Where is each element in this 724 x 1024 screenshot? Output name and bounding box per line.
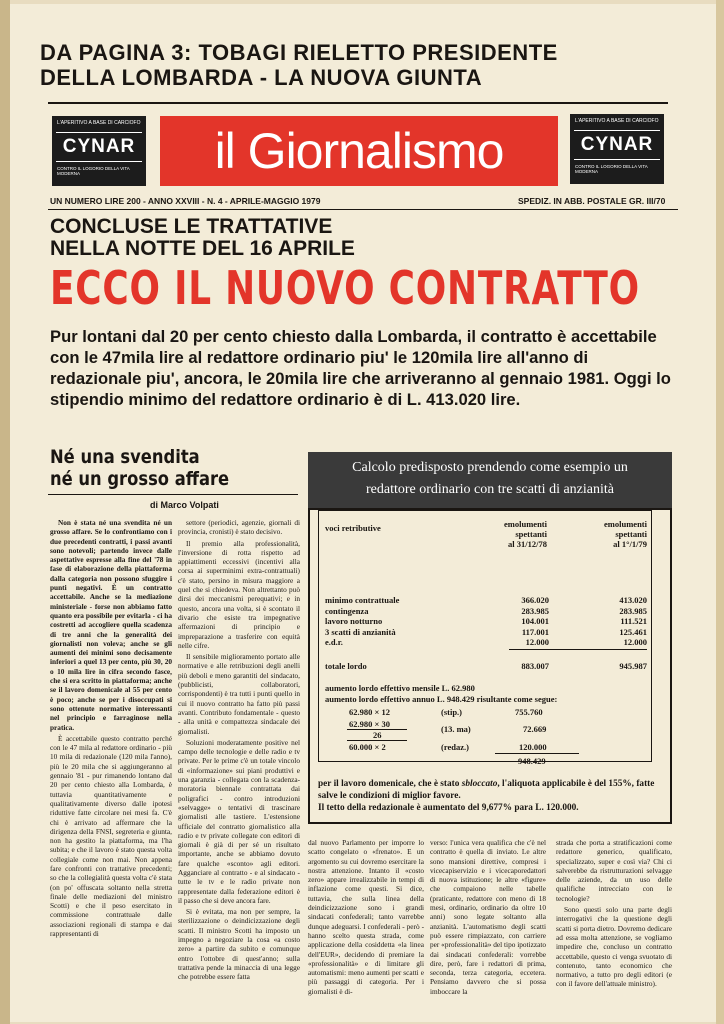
byline: di Marco Volpati bbox=[150, 500, 219, 510]
calc-title-line-1: Calcolo predisposto prendendo come esempio un bbox=[352, 460, 628, 475]
col-b-line: al 1°/1/79 bbox=[613, 539, 647, 549]
row-label: minimo contrattuale bbox=[325, 595, 400, 605]
issue-info: UN NUMERO LIRE 200 - ANNO XXVIII - N. 4 - APRILE-MAGGIO 1979 bbox=[50, 196, 321, 206]
calc-note: (redaz.) bbox=[441, 742, 469, 752]
ad-subline: CONTRO IL LOGORIO DELLA VITA MODERNA bbox=[57, 166, 130, 176]
calc-box bbox=[308, 508, 672, 824]
calc-box-header bbox=[308, 452, 672, 508]
calc-total: 948.429 bbox=[518, 756, 546, 766]
paragraph: settore (periodici, agenzie, giornali di provincia, cronisti) è stato decisivo. bbox=[178, 518, 300, 537]
paragraph: Non è stata né una svendita né un grosso affare. Se lo confrontiamo con i due precedenti contratti, i passi avanti sono notevoli; partendo invece dalle aspettative espresse alla fine del '78 in fase di elaborazione della piattaforma dalla categoria non possono sfuggire i punti negativi. È un contratto accettabile. Anche se la mediazione ministeriale - forse non abbiamo fatto quanto era possibile per evitarla - ci ha costretti ad accogliere quella scadenza di tre anni che la generalità dei giornalisti non voleva; anche se gli aumenti dei minimi sono decisamente inferiori a quel 13 per cento, più 30, 20 o 10 mila lire in cifra secondo fasce, che si era scritto in piattaforma; anche se il lavoro domenicale al 55 per cento è poco; anche se per i disoccupati si sono ottenute normative interessanti nel principio e farraginose nella pratica. bbox=[50, 518, 172, 732]
calc-value: 120.000 bbox=[519, 742, 547, 752]
row-label: contingenza bbox=[325, 605, 369, 616]
paragraph: verso: l'unica vera qualifica che c'è nel contratto è quella di inviato. Le altre sono mansioni direttive, compresi i vicecapiservizio e i vicecaporedattori di nuova istituzione; le altre «figure» che compaiono nelle tabelle (praticante, redattore con meno di 18 mesi, ordinario, ordinario da oltre 10 anni) sono legate soltanto alla anzianità. L'automatismo degli scatti può essere rimpiazzato, con carriere per «professionalità» del tipo ipotizzato dai sindacati confederali: vorrebbe dire, però, fare i redattori di prima, seconda, terza categoria, eccetera. Pensiamo davvero che si possa imboccare la bbox=[430, 838, 546, 996]
calc-note: (13. ma) bbox=[441, 724, 471, 734]
row-value-b: 12.000 bbox=[623, 637, 647, 647]
masthead-title: il Giornalismo bbox=[160, 116, 558, 186]
paragraph: È accettabile questo contratto perché con le 47 mila al redattore ordinario - più 10 mila di redazionale (120 mila l'anno), più le 20 mila che si aggiungeranno al gennaio '81 - pur rimanendo lontano dal 20 per cento chiesto alla Lombarda, è tuttavia quantitativamente e qualitativamente diverso dalle ipotesi riduttive fatte circolare nei mesi fa. C'è chi è arrivato ad affermare che la dirigenza della FNSI, segreteria e giunta, non ha gestito la piattaforma, ma l'ha subita; e che il lavoro è stato questa volta collegiale come non mai. Non appena fare confronti con trattative precedenti; so che la collegialità questa volta c'è stata (on po' offuscata soltanto nella stretta finale delle mediazioni del ministro Scotti) e che il peso esercitato in commissione contrattuale dalle associazioni regionali di stampa e dai rappresentanti di bbox=[50, 733, 172, 939]
footnote-text: per il lavoro domenicale, che è stato bbox=[318, 779, 462, 789]
article-column-1 bbox=[50, 518, 172, 1014]
calc-footnote bbox=[318, 778, 658, 814]
ad-brand: CYNAR bbox=[56, 132, 142, 162]
paragraph: Si è evitata, ma non per sempre, la sterilizzazione o deindicizzazione degli scatti. Il ministro Scotti ha imposto un impegno a negoziare la cosa «a costo zero» a partire da subito e comunque entro l'ottobre di quest'anno; sulla trattativa pende la minaccia di una legge che potrebbe essere fatta bbox=[178, 907, 300, 982]
col-header-a bbox=[504, 519, 547, 549]
row-value-a: 12.000 bbox=[525, 637, 549, 647]
row-label: e.d.r. bbox=[325, 637, 343, 647]
cynar-ad-left bbox=[52, 116, 146, 186]
cynar-ad-right bbox=[570, 114, 664, 184]
total-value-b: 945.987 bbox=[619, 661, 647, 671]
footnote-text: , l'aliquota applicabile è del 155%, fatte salve le condizioni di miglior favore. bbox=[318, 779, 655, 801]
top-banner-line-1: DA PAGINA 3: TOBAGI RIELETTO PRESIDENTE bbox=[40, 40, 558, 65]
sum-rule bbox=[509, 649, 647, 650]
issue-rule bbox=[48, 209, 678, 210]
calc-expr: 62.980 × 30 bbox=[349, 719, 390, 729]
paragraph: strada che porta a stratificazioni come redattore generico, qualificato, specializzato, super e così via? Chi ci salverebbe da ristrutturazioni selvagge delle aziende, da un uso delle qualifiche intrecciato con le tecnologie? bbox=[556, 838, 672, 903]
ad-tagline: L'APERITIVO A BASE DI CARCIOFO bbox=[575, 118, 659, 124]
row-label: lavoro notturno bbox=[325, 616, 383, 626]
row-value-b: 413.020 bbox=[619, 595, 647, 605]
col-b-line: spettanti bbox=[615, 529, 647, 539]
subheadline-line-1: CONCLUSE LE TRATTATIVE bbox=[50, 215, 333, 238]
postal-info: SPEDIZ. IN ABB. POSTALE GR. III/70 bbox=[518, 196, 666, 206]
row-value-a: 117.001 bbox=[521, 626, 549, 637]
col-b-line: emolumenti bbox=[604, 519, 647, 529]
row-value-a: 104.001 bbox=[521, 616, 549, 626]
article-title-line-1: Né una svendita bbox=[50, 446, 200, 468]
calc-note: (stip.) bbox=[441, 707, 463, 717]
row-value-b: 111.521 bbox=[620, 616, 647, 626]
top-banner-title bbox=[40, 40, 680, 90]
byline-rule bbox=[48, 494, 298, 495]
paragraph: Sono questi solo una parte degli interrogativi che la questione degli scatti si porta dietro. Dovremo dedicare ad essa molta attenzione, se vogliamo impedire che, concluso un contratto accettabile, questo ci venga svuotato di contenuto, tanto economico che normativo, a tutto pro degli editori (e con il favore dell'attuale ministro). bbox=[556, 905, 672, 989]
paragraph: Il premio alla professionalità, l'inversione di rotta rispetto ad appiattimenti eccessivi (incentivi alla corsa ai superminimi extra-contrattuali) c'è stato, persino in misura maggiore a quel che si chiedeva. Non altrettanto può dirsi dei meccanismi perequativi; e in questo, ancora una volta, si è scontato il divario che esiste tra impegnative affermazioni di principio e impreparazione a trasferire con equità nelle cifre. bbox=[178, 538, 300, 650]
row-value-b: 283.985 bbox=[619, 605, 647, 616]
main-headline: ECCO IL NUOVO CONTRATTO bbox=[50, 261, 640, 315]
col-a-line: emolumenti bbox=[504, 519, 547, 529]
ad-brand: CYNAR bbox=[574, 130, 660, 160]
footnote-italic: sbloccato bbox=[461, 779, 498, 789]
article-column-3 bbox=[308, 838, 424, 1014]
increase-monthly: aumento lordo effettivo mensile L. 62.980 bbox=[325, 683, 475, 693]
calc-expr: 60.000 × 2 bbox=[349, 742, 386, 752]
total-row bbox=[325, 661, 647, 671]
total-label: totale lordo bbox=[325, 661, 367, 671]
col-a-line: al 31/12/78 bbox=[508, 539, 547, 549]
article-column-5 bbox=[556, 838, 672, 1014]
col-label: voci retributive bbox=[325, 523, 381, 533]
article-title-line-2: né un grosso affare bbox=[50, 468, 230, 490]
top-banner-line-2: DELLA LOMBARDA - LA NUOVA GIUNTA bbox=[40, 65, 483, 90]
calc-expr: 62.980 × 12 bbox=[349, 707, 390, 717]
calc-table bbox=[318, 510, 652, 762]
paragraph: Il sensibile miglioramento portato alle normative e alle retribuzioni degli anelli più deboli e meno garantiti del sindacato, (pubblicisti, collaboratori, corrispondenti) è tra tutti i punti quello in cui il nuovo contratto ha fatto più passi avanti. Contributo fondamentale - questo - alla unità e compattezza sindacale dei giornalisti. bbox=[178, 652, 300, 736]
ad-subline: CONTRO IL LOGORIO DELLA VITA MODERNA bbox=[575, 164, 648, 174]
ad-tagline: L'APERITIVO A BASE DI CARCIOFO bbox=[57, 120, 141, 126]
table-row bbox=[325, 616, 647, 627]
table-row bbox=[325, 627, 647, 638]
col-a-line: spettanti bbox=[515, 529, 547, 539]
increase-yearly: aumento lordo effettivo annuo L. 948.429 risultante come segue: bbox=[325, 694, 558, 704]
calc-sum-rule bbox=[495, 753, 579, 754]
total-value-a: 883.007 bbox=[521, 661, 549, 671]
subheadline bbox=[50, 216, 355, 260]
fraction-rule bbox=[347, 740, 407, 741]
binding-spine bbox=[0, 0, 10, 1024]
table-row bbox=[325, 637, 647, 648]
top-rule bbox=[48, 102, 668, 104]
row-value-b: 125.461 bbox=[619, 626, 647, 637]
calc-value: 72.669 bbox=[523, 724, 547, 734]
row-value-a: 283.985 bbox=[521, 605, 549, 616]
article-column-2 bbox=[178, 518, 300, 1014]
paragraph: dal nuovo Parlamento per imporre lo scatto congelato o «frenato». E un argomento su cui dovremo esercitare la nostra attenzione. Intanto il «costo zero» appare irrealizzabile in tempi di inflazione come questi. Si dice, tuttavia, che sulla linea della deindicizzazione sono i grandi sindacati confederali; tanto varrebbe dunque adeguarsi. I confederali - però - hanno scelto questa strada, come applicazione della cosiddetta «la linea dell'EUR», decidendo di premiare la «professionalità» e di limitare gli automatismi: meno aumenti per scatti e più passaggi di categoria. Per i giornalisti è di- bbox=[308, 838, 424, 996]
calc-expr: 26 bbox=[373, 730, 382, 740]
paragraph: Soluzioni moderatamente positive nel campo delle tecnologie e delle radio e tv private. Per le prime c'è un totale vincolo di «informazione» sui piani produttivi e una garanzia - collegata con la scadenza-moratoria biennale contrattata dai poligrafici - contro introduzioni «selvagge» o tentativi di trascinare giornalisti alle tastiere. L'estensione ufficiale del contratto giornalistico alla radio e tv private collegate con editori di giornali è già di per sé un risultato importante, anche se abbiamo dovuto fare qualche «sconto» agli editori. Agganciare al contratto - e al sindacato - tutte le tv e le radio private non rappresentate dalla federazione editori è il passo che si deve ancora fare. bbox=[178, 737, 300, 905]
calc-value: 755.760 bbox=[515, 707, 543, 717]
col-header-b bbox=[604, 519, 647, 549]
table-row bbox=[325, 606, 647, 617]
calc-title-line-2: redattore ordinario con tre scatti di anzianità bbox=[365, 482, 614, 497]
row-value-a: 366.020 bbox=[521, 595, 549, 605]
page-edge bbox=[716, 0, 724, 1024]
table-row bbox=[325, 595, 647, 606]
row-label: 3 scatti di anzianità bbox=[325, 626, 396, 637]
article-title bbox=[50, 446, 229, 490]
article-column-4 bbox=[430, 838, 546, 1014]
subheadline-line-2: NELLA NOTTE DEL 16 APRILE bbox=[50, 237, 355, 260]
lead-paragraph: Pur lontani dal 20 per cento chiesto dalla Lombarda, il contratto è accettabile con le 47mila lire al redattore ordinario piu' le 120mila lire all'anno di redazionale piu', ancora, le 20mila lire che arriveranno al gennaio 1981. Oggi lo stipendio minimo del redattore ordinario è di L. 413.020 lire. bbox=[50, 327, 671, 409]
calc-rows bbox=[325, 595, 647, 648]
footnote-line: Il tetto della redazionale è aumentato del 9,677% para L. 120.000. bbox=[318, 803, 579, 813]
